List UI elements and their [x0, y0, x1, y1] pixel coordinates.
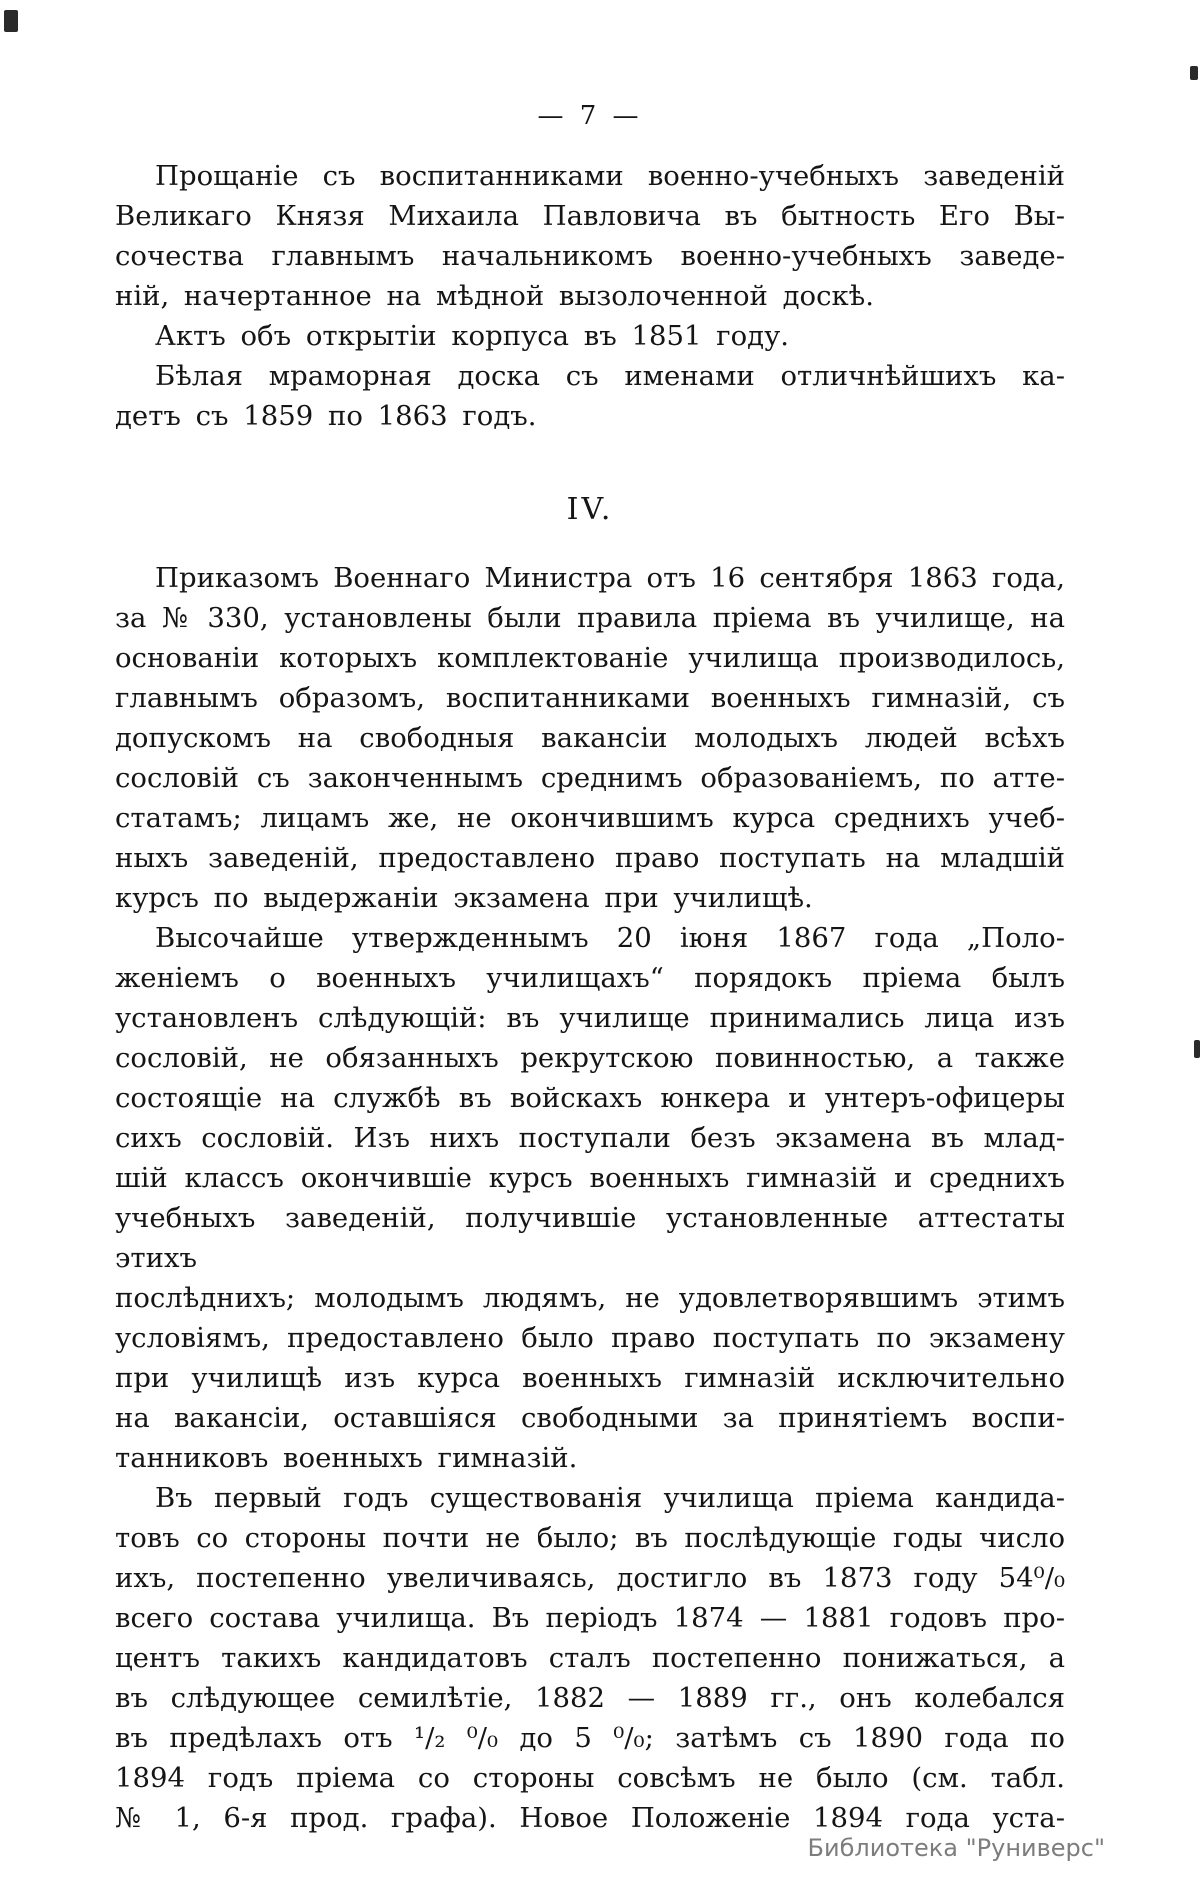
text-line: сословій, не обязанныхъ рекрутскою повинностью, а также [115, 1042, 1065, 1074]
paragraph [115, 558, 1065, 918]
text-line: ній, начертанное на мѣдной вызолоченной доскѣ. [115, 280, 874, 312]
text-line: № 1, 6-я прод. графа). Новое Положеніе 1894 года уста- [115, 1802, 1065, 1834]
text-line: учебныхъ заведеній, получившіе установленные аттестаты этихъ [115, 1202, 1065, 1274]
text-line: ныхъ заведеній, предоставлено право поступать на младшій [115, 842, 1065, 874]
body-text [115, 156, 1065, 1838]
text-line: шій классъ окончившіе курсъ военныхъ гимназій и среднихъ [115, 1162, 1065, 1194]
text-line: танниковъ военныхъ гимназій. [115, 1442, 578, 1474]
text-line: всего состава училища. Въ періодъ 1874 — 1881 годовъ про- [115, 1602, 1065, 1634]
text-line: статамъ; лицамъ же, не окончившимъ курса среднихъ учеб- [115, 802, 1065, 834]
text-line: сочества главнымъ начальникомъ военно-учебныхъ заведе- [115, 240, 1065, 272]
text-line: детъ съ 1859 по 1863 годъ. [115, 400, 537, 432]
watermark-runivers: Библиотека "Руниверс" [807, 1834, 1105, 1862]
text-line: сихъ сословій. Изъ нихъ поступали безъ экзамена въ млад- [115, 1122, 1065, 1154]
text-line: Прощаніе съ воспитанниками военно-учебныхъ заведеній [155, 160, 1065, 192]
text-line: установленъ слѣдующій: въ училище принимались лица изъ [115, 1002, 1065, 1034]
text-line: за № 330, установлены были правила пріема въ училище, на [115, 602, 1065, 634]
paragraph [115, 156, 1065, 316]
text-line: въ предѣлахъ отъ ¹/₂ ⁰/₀ до 5 ⁰/₀; затѣмъ съ 1890 года по [115, 1722, 1065, 1754]
text-line: центъ такихъ кандидатовъ сталъ постепенно понижаться, а [115, 1642, 1065, 1674]
text-line: при училищѣ изъ курса военныхъ гимназій исключительно [115, 1362, 1065, 1394]
text-line: главнымъ образомъ, воспитанниками военныхъ гимназій, съ [115, 682, 1065, 714]
text-line: женіемъ о военныхъ училищахъ“ порядокъ пріема былъ [115, 962, 1065, 994]
text-line: въ слѣдующее семилѣтіе, 1882 — 1889 гг., онъ колебался [115, 1682, 1065, 1714]
scan-artifact [1190, 66, 1198, 80]
paragraph [115, 918, 1065, 1478]
paragraph [115, 316, 1065, 356]
scan-artifact [4, 10, 18, 32]
text-line: Приказомъ Военнаго Министра отъ 16 сентября 1863 года, [155, 562, 1065, 594]
text-line: Великаго Князя Михаила Павловича въ бытность Его Вы- [115, 200, 1065, 232]
text-line: товъ со стороны почти не было; въ послѣдующіе годы число [115, 1522, 1065, 1554]
text-line: условіямъ, предоставлено было право поступать по экзамену [115, 1322, 1065, 1354]
text-line: Въ первый годъ существованія училища пріема кандида- [155, 1482, 1065, 1514]
text-line: на вакансіи, оставшіяся свободными за принятіемъ воспи- [115, 1402, 1065, 1434]
text-line: Высочайше утвержденнымъ 20 іюня 1867 года „Поло- [155, 922, 1065, 954]
paragraph [115, 1478, 1065, 1838]
section-paragraphs [115, 558, 1065, 1838]
text-line: основаніи которыхъ комплектованіе училища производилось, [115, 642, 1065, 674]
section-heading: IV. [566, 492, 614, 527]
intro-paragraphs [115, 156, 1065, 436]
text-line: сословій съ законченнымъ среднимъ образованіемъ, по атте- [115, 762, 1065, 794]
text-line: ихъ, постепенно увеличиваясь, достигло въ 1873 году 54⁰/₀ [115, 1562, 1065, 1594]
page-number: — 7 — [537, 101, 643, 131]
text-line: 1894 годъ пріема со стороны совсѣмъ не было (см. табл. [115, 1762, 1065, 1794]
text-line: Бѣлая мраморная доска съ именами отличнѣйшихъ ка- [155, 360, 1065, 392]
text-line: состоящіе на службѣ въ войскахъ юнкера и унтеръ-офицеры [115, 1082, 1065, 1114]
scan-artifact [1194, 1040, 1200, 1058]
text-line: курсъ по выдержаніи экзамена при училищѣ. [115, 882, 813, 914]
text-line: Актъ объ открытіи корпуса въ 1851 году. [155, 320, 790, 352]
paragraph [115, 356, 1065, 436]
text-line: допускомъ на свободныя вакансіи молодыхъ людей всѣхъ [115, 722, 1065, 754]
text-line: послѣднихъ; молодымъ людямъ, не удовлетворявшимъ этимъ [115, 1282, 1065, 1314]
